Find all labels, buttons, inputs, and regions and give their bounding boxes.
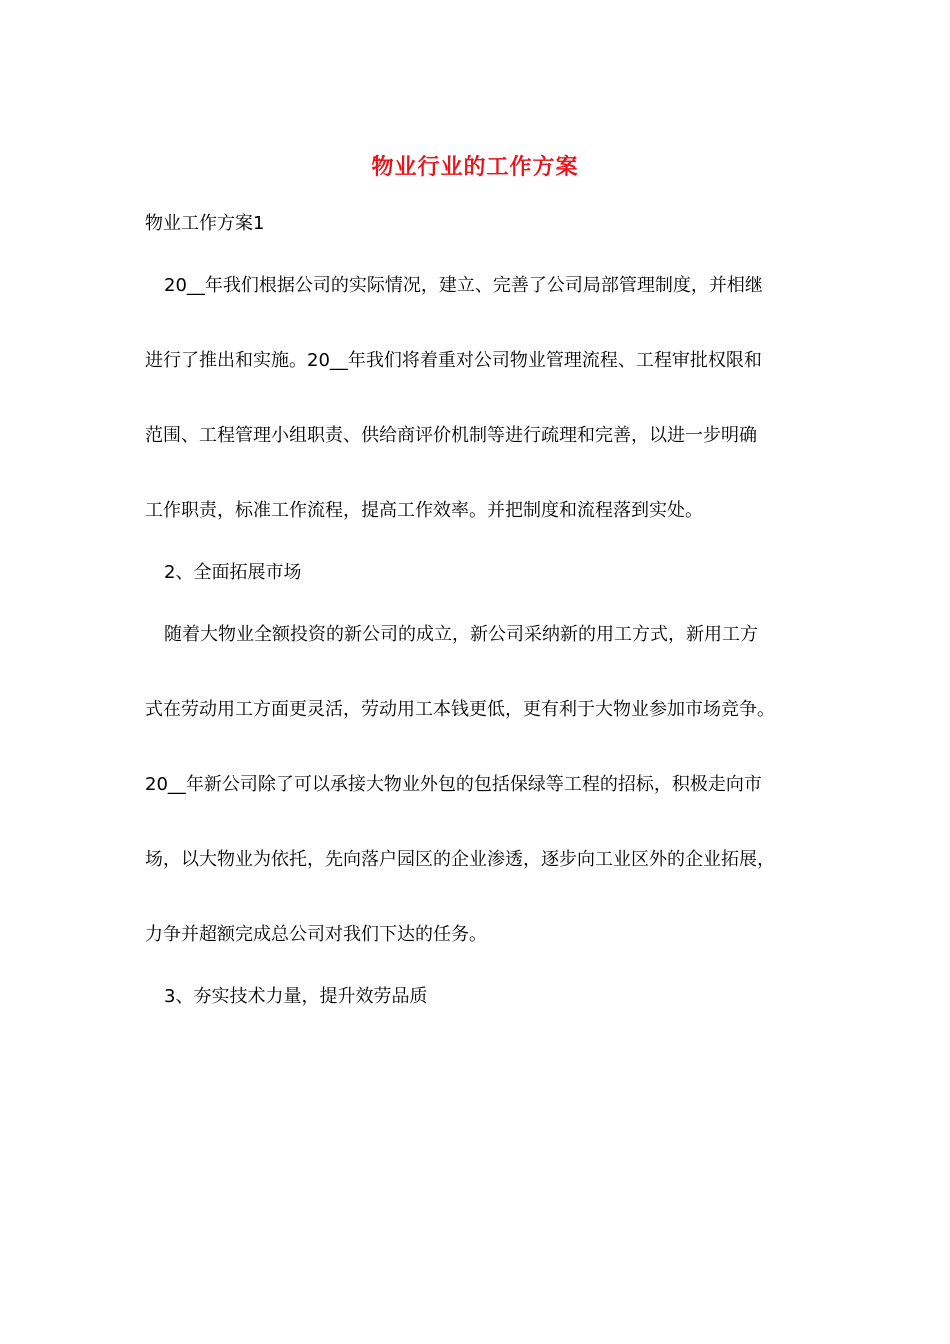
paragraph1-line: 范围、工程管理小组职责、供给商评价机制等进行疏理和完善，以进一步明确 (145, 425, 757, 446)
paragraph1-line: 20__年我们根据公司的实际情况，建立、完善了公司局部管理制度，并相继 (164, 275, 763, 296)
paragraph2-line: 式在劳动用工方面更灵活，劳动用工本钱更低，更有利于大物业参加市场竞争。 (145, 699, 775, 720)
heading-2: 2、全面拓展市场 (164, 562, 302, 583)
paragraph2-line: 随着大物业全额投资的新公司的成立，新公司采纳新的用工方式，新用工方 (164, 624, 758, 645)
paragraph2-line: 场，以大物业为依托，先向落户园区的企业渗透，逐步向工业区外的企业拓展， (145, 849, 775, 870)
paragraph1-line: 进行了推出和实施。20__年我们将着重对公司物业管理流程、工程审批权限和 (145, 350, 762, 371)
section-heading: 物业工作方案1 (145, 213, 265, 234)
paragraph2-line: 20__年新公司除了可以承接大物业外包的包括保绿等工程的招标，积极走向市 (145, 774, 762, 795)
paragraph1-line: 工作职责，标准工作流程，提高工作效率。并把制度和流程落到实处。 (145, 500, 703, 521)
document-title: 物业行业的工作方案 (371, 155, 579, 180)
paragraph2-line: 力争并超额完成总公司对我们下达的任务。 (145, 924, 487, 945)
heading-3: 3、夯实技术力量，提升效劳品质 (164, 986, 428, 1007)
